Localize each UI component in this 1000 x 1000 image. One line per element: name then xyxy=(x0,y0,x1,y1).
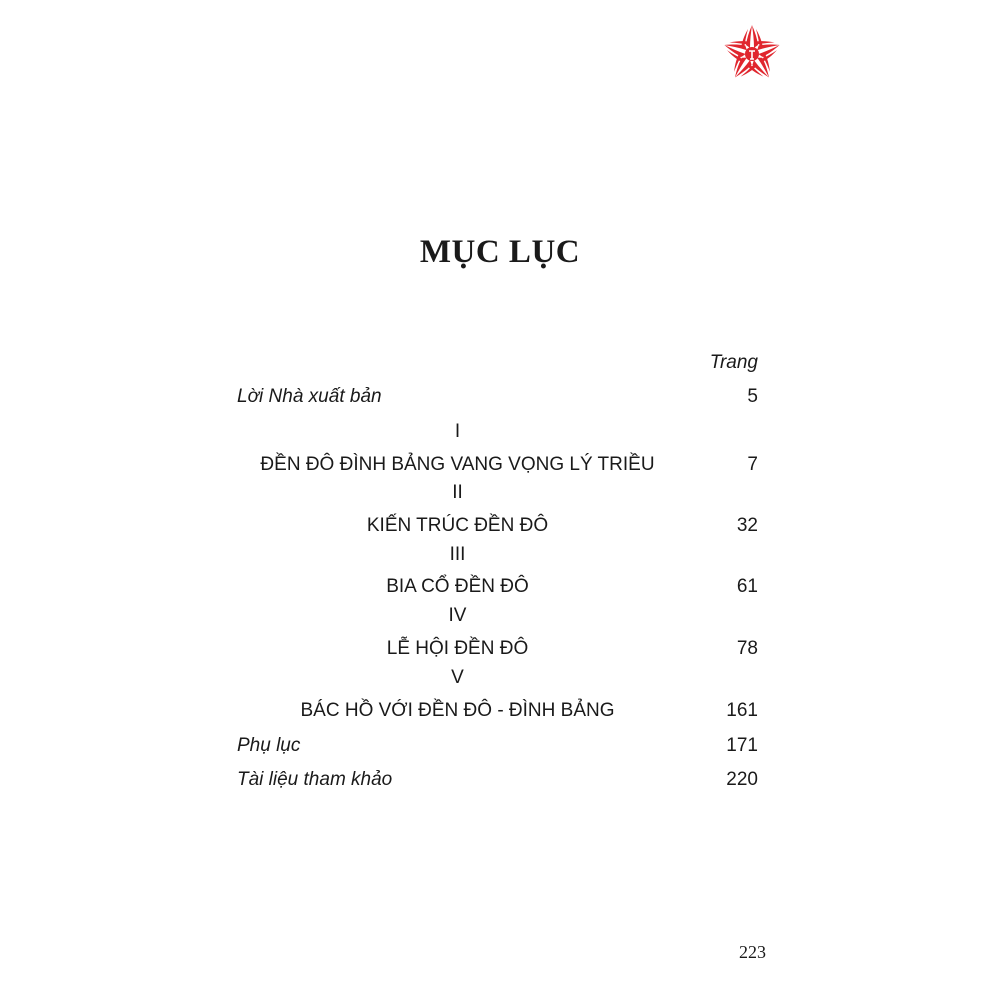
toc-entry-label: BIA CỔ ĐỀN ĐÔ xyxy=(386,576,529,597)
toc-section-numeral: I xyxy=(454,421,461,442)
toc-section-numeral: IV xyxy=(448,605,467,626)
publisher-logo-icon xyxy=(722,24,782,84)
toc-entry-page: 171 xyxy=(726,735,758,756)
toc-section-numeral: II xyxy=(452,482,463,503)
toc-entry-page: 61 xyxy=(736,576,758,597)
page-column-header: Trang xyxy=(709,352,758,373)
toc-entry-page: 161 xyxy=(726,700,758,721)
toc-section-numeral: V xyxy=(451,667,464,688)
page-title: MỤC LỤC xyxy=(419,234,581,270)
page-number: 223 xyxy=(739,942,766,962)
toc-entry-label: BÁC HỒ VỚI ĐỀN ĐÔ - ĐÌNH BẢNG xyxy=(300,700,615,721)
toc-entry-label: Tài liệu tham khảo xyxy=(237,769,393,790)
toc-entry-page: 7 xyxy=(747,454,758,475)
toc-entry-label: Phụ lục xyxy=(237,735,301,756)
toc-entry-page: 220 xyxy=(726,769,758,790)
toc-entry-page: 32 xyxy=(736,515,758,536)
toc-entry-page: 5 xyxy=(747,386,758,407)
toc-entry-label: LỄ HỘI ĐỀN ĐÔ xyxy=(386,638,529,659)
toc-entry-label: Lời Nhà xuất bản xyxy=(237,386,382,407)
toc-section-numeral: III xyxy=(449,544,466,565)
toc-entry-label: ĐỀN ĐÔ ĐÌNH BẢNG VANG VỌNG LÝ TRIỀU xyxy=(260,454,655,475)
toc-entry-label: KIẾN TRÚC ĐỀN ĐÔ xyxy=(366,515,549,536)
toc-entry-page: 78 xyxy=(736,638,758,659)
